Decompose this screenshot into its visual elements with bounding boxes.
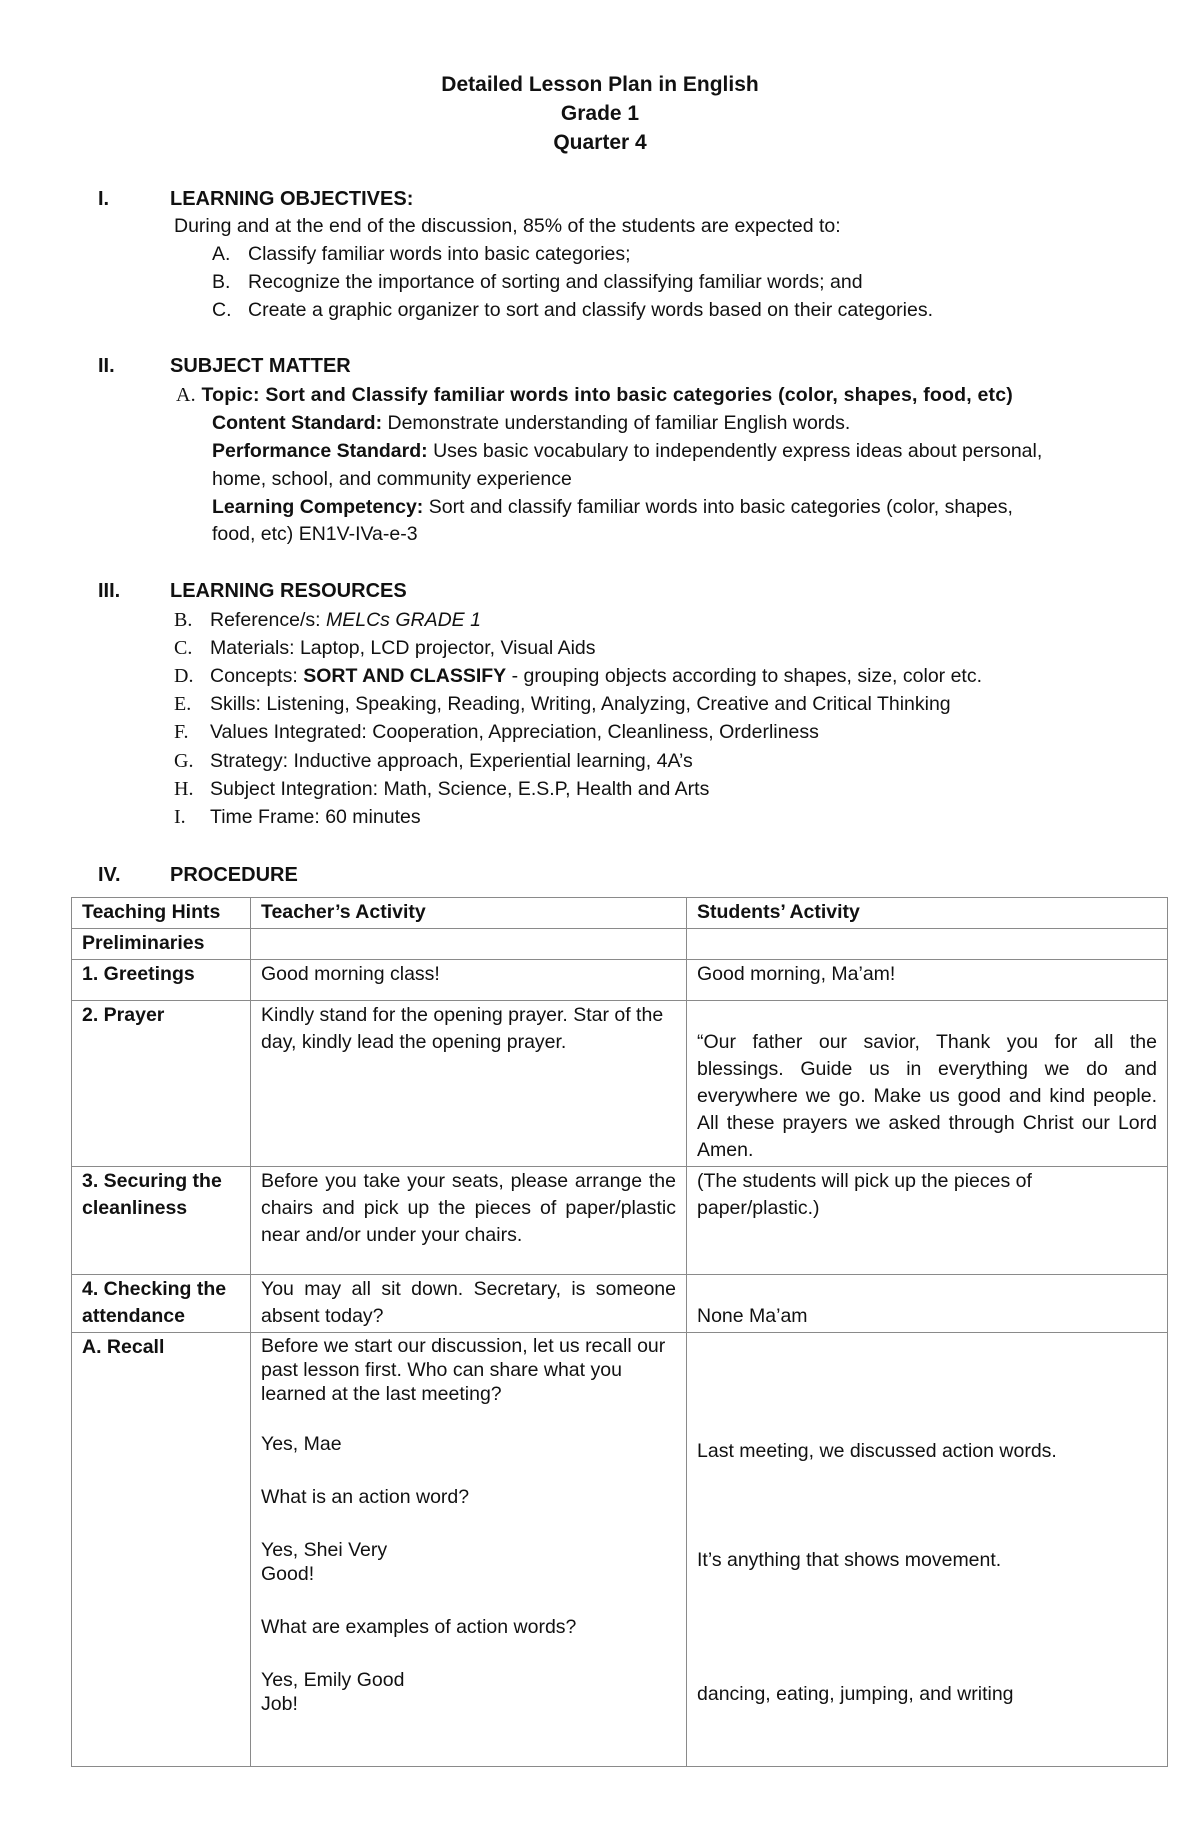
resource-prefix: Reference/s: [210, 609, 326, 631]
teacher-cell: Before you take your seats, please arrange the chairs and pick up the pieces of paper/plastic near and/or under your chairs. [251, 1167, 687, 1275]
table-row [72, 960, 1168, 1001]
learning-competency-cont: food, etc) EN1V-IVa-e-3 [212, 523, 418, 545]
resource-materials [174, 637, 596, 660]
content-standard-text: Demonstrate understanding of familiar English words. [382, 412, 851, 434]
section-number: IV. [98, 864, 121, 886]
resource-text: Materials: Laptop, LCD projector, Visual Aids [210, 637, 596, 659]
objective-text: Classify familiar words into basic categories; [248, 243, 631, 265]
resource-reference [174, 609, 481, 632]
resource-label: B. [174, 609, 193, 631]
section-objectives-heading [98, 188, 413, 211]
student-cell: “Our father our savior, Thank you for all the blessings. Guide us in everything we do and everywhere we go. Make us good and kind people. All these prayers we asked through Christ our Lord Amen. [687, 1001, 1168, 1167]
row-hint: 2. Prayer [72, 1001, 251, 1167]
recall-teacher-line: Yes, Mae [261, 1433, 342, 1455]
section-number: III. [98, 580, 121, 602]
learning-competency-label: Learning Competency: [212, 496, 424, 518]
table-row [72, 1167, 1168, 1275]
recall-student-line: dancing, eating, jumping, and writing [697, 1683, 1014, 1705]
objective-label: B. [212, 271, 231, 293]
resource-text: Subject Integration: Math, Science, E.S.P, Health and Arts [210, 778, 710, 800]
column-header-teacher: Teacher’s Activity [251, 898, 687, 929]
resource-concepts-keyword: SORT AND CLASSIFY [303, 665, 507, 687]
student-cell [687, 1333, 1168, 1767]
resource-values [174, 721, 819, 744]
student-cell: None Ma’am [687, 1275, 1168, 1333]
student-cell [687, 929, 1168, 960]
objective-label: C. [212, 299, 232, 321]
student-cell: Good morning, Ma’am! [687, 960, 1168, 1001]
resource-text: Time Frame: 60 minutes [210, 806, 421, 828]
resource-text: Skills: Listening, Speaking, Reading, Writing, Analyzing, Creative and Critical Thinking [210, 693, 951, 715]
table-header-row [72, 898, 1168, 929]
column-header-students: Students’ Activity [687, 898, 1168, 929]
section-title: LEARNING RESOURCES [170, 580, 407, 602]
learning-competency-text: Sort and classify familiar words into basic categories (color, shapes, [423, 496, 1013, 518]
resource-label: I. [174, 806, 186, 828]
grade-label: Grade 1 [560, 102, 640, 125]
section-number: I. [98, 188, 110, 210]
teacher-cell [251, 1333, 687, 1767]
section-title: LEARNING OBJECTIVES: [170, 188, 414, 210]
teacher-cell [251, 929, 687, 960]
resource-label: F. [174, 721, 189, 743]
resource-reference-value: MELCs GRADE 1 [325, 609, 481, 631]
resource-text: - grouping objects according to shapes, size, color etc. [506, 665, 983, 687]
recall-student-line: Last meeting, we discussed action words. [697, 1440, 1057, 1462]
table-row [72, 929, 1168, 960]
section-resources-heading [98, 580, 407, 603]
row-hint: 4. Checking the attendance [72, 1275, 251, 1333]
resource-prefix: Concepts: [210, 665, 304, 687]
resource-label: E. [174, 693, 192, 715]
objective-text: Create a graphic organizer to sort and classify words based on their categories. [248, 299, 934, 321]
document-title: Detailed Lesson Plan in English [441, 73, 759, 96]
resource-skills [174, 693, 951, 716]
topic-label: A. [176, 384, 196, 406]
content-standard-label: Content Standard: [212, 412, 383, 434]
performance-standard-text: Uses basic vocabulary to independently express ideas about personal, [427, 440, 1043, 462]
recall-student-line: It’s anything that shows movement. [697, 1549, 1002, 1571]
procedure-table [71, 897, 1168, 1767]
resource-concepts [174, 665, 982, 688]
resource-integration [174, 778, 709, 801]
row-hint: 3. Securing the cleanliness [72, 1167, 251, 1275]
objective-item [212, 299, 933, 322]
resource-strategy [174, 750, 693, 773]
quarter-label: Quarter 4 [553, 131, 647, 154]
table-row [72, 1001, 1168, 1167]
table-row [72, 1333, 1168, 1767]
content-standard [212, 412, 850, 435]
student-cell: (The students will pick up the pieces of paper/plastic.) [687, 1167, 1168, 1275]
column-header-hints: Teaching Hints [72, 898, 251, 929]
section-title: SUBJECT MATTER [170, 355, 351, 377]
objective-item [212, 271, 863, 294]
recall-teacher-line: Job! [261, 1693, 298, 1715]
resource-label: D. [174, 665, 194, 687]
resource-text: Strategy: Inductive approach, Experiential learning, 4A’s [210, 750, 693, 772]
objective-text: Recognize the importance of sorting and classifying familiar words; and [248, 271, 863, 293]
performance-standard [212, 440, 1042, 463]
objective-label: A. [212, 243, 231, 265]
section-subject-heading [98, 355, 351, 378]
row-hint: Preliminaries [72, 929, 251, 960]
resource-label: H. [174, 778, 194, 800]
teacher-cell: You may all sit down. Secretary, is someone absent today? [251, 1275, 687, 1333]
recall-teacher-line: Before we start our discussion, let us recall our past lesson first. Who can share what you learned at the last meeting? [261, 1335, 666, 1405]
learning-competency [212, 496, 1013, 519]
table-row [72, 1275, 1168, 1333]
row-hint: A. Recall [72, 1333, 251, 1767]
teacher-cell: Kindly stand for the opening prayer. Star of the day, kindly lead the opening prayer. [251, 1001, 687, 1167]
resource-time-frame [174, 806, 421, 829]
recall-teacher-line: What is an action word? [261, 1486, 470, 1508]
recall-teacher-line: Yes, Shei Very [261, 1539, 388, 1561]
resource-text: Values Integrated: Cooperation, Appreciation, Cleanliness, Orderliness [210, 721, 819, 743]
topic-text: Topic: Sort and Classify familiar words into basic categories (color, shapes, food, etc) [201, 384, 1013, 406]
recall-teacher-line: Good! [261, 1563, 315, 1585]
recall-teacher-line: What are examples of action words? [261, 1616, 577, 1638]
row-hint: 1. Greetings [72, 960, 251, 1001]
resource-label: G. [174, 750, 194, 772]
teacher-cell: Good morning class! [251, 960, 687, 1001]
section-title: PROCEDURE [170, 864, 298, 886]
performance-standard-label: Performance Standard: [212, 440, 428, 462]
performance-standard-cont: home, school, and community experience [212, 468, 572, 490]
section-procedure-heading [98, 864, 298, 887]
subject-topic [176, 384, 1013, 407]
recall-teacher-line: Yes, Emily Good [261, 1669, 405, 1691]
resource-label: C. [174, 637, 193, 659]
section-number: II. [98, 355, 115, 377]
objective-item [212, 243, 631, 266]
objectives-intro: During and at the end of the discussion, 85% of the students are expected to: [174, 215, 841, 237]
